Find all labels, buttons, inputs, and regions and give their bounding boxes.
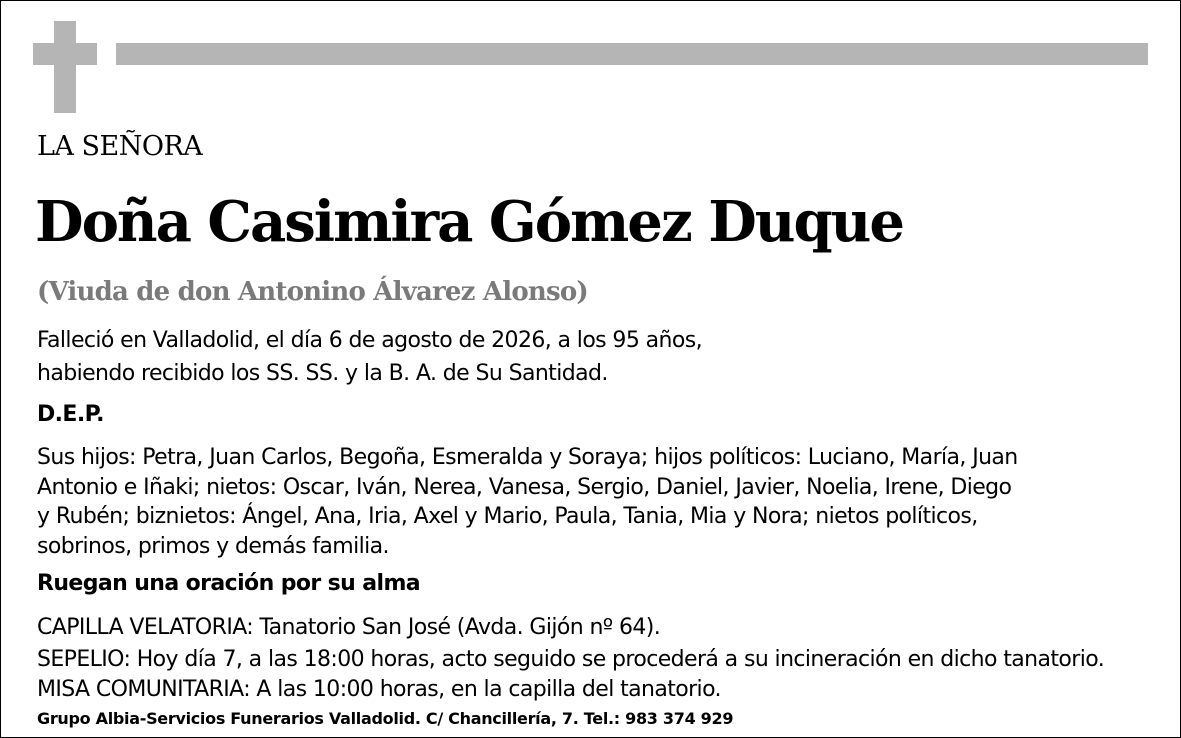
prayer-request: Ruegan una oración por su alma (37, 571, 421, 596)
family-line-2: Antonio e Iñaki; nietos: Oscar, Iván, Nerea, Vanesa, Sergio, Daniel, Javier, Noelia, Irene, Diego (37, 475, 1012, 500)
death-notice-line-2: habiendo recibido los SS. SS. y la B. A. de Su Santidad. (37, 361, 608, 386)
death-notice-line-1: Falleció en Valladolid, el día 6 de agosto de 2026, a los 95 años, (37, 328, 702, 353)
rip-label: D.E.P. (37, 402, 104, 427)
cross-icon-vertical (54, 21, 76, 113)
family-line-4: sobrinos, primos y demás familia. (37, 534, 389, 559)
burial-info: SEPELIO: Hoy día 7, a las 18:00 horas, acto seguido se procederá a su incineración en dicho tanatorio. (37, 647, 1105, 672)
header-rule (116, 43, 1148, 65)
deceased-name: Doña Casimira Gómez Duque (35, 189, 904, 255)
widow-of-line: (Viuda de don Antonino Álvarez Alonso) (37, 277, 588, 307)
family-line-3: y Rubén; biznietos: Ángel, Ana, Iria, Axel y Mario, Paula, Tania, Mia y Nora; nietos políticos, (37, 504, 978, 529)
honorific-prefix: LA SEÑORA (37, 131, 203, 162)
cross-icon-horizontal (33, 43, 97, 65)
funeral-home-footer: Grupo Albia-Servicios Funerarios Valladolid. C/ Chancillería, 7. Tel.: 983 374 929 (37, 709, 734, 728)
family-line-1: Sus hijos: Petra, Juan Carlos, Begoña, Esmeralda y Soraya; hijos políticos: Luciano, María, Juan (37, 445, 1018, 470)
mass-info: MISA COMUNITARIA: A las 10:00 horas, en la capilla del tanatorio. (37, 677, 721, 702)
chapel-info: CAPILLA VELATORIA: Tanatorio San José (Avda. Gijón nº 64). (37, 615, 661, 640)
